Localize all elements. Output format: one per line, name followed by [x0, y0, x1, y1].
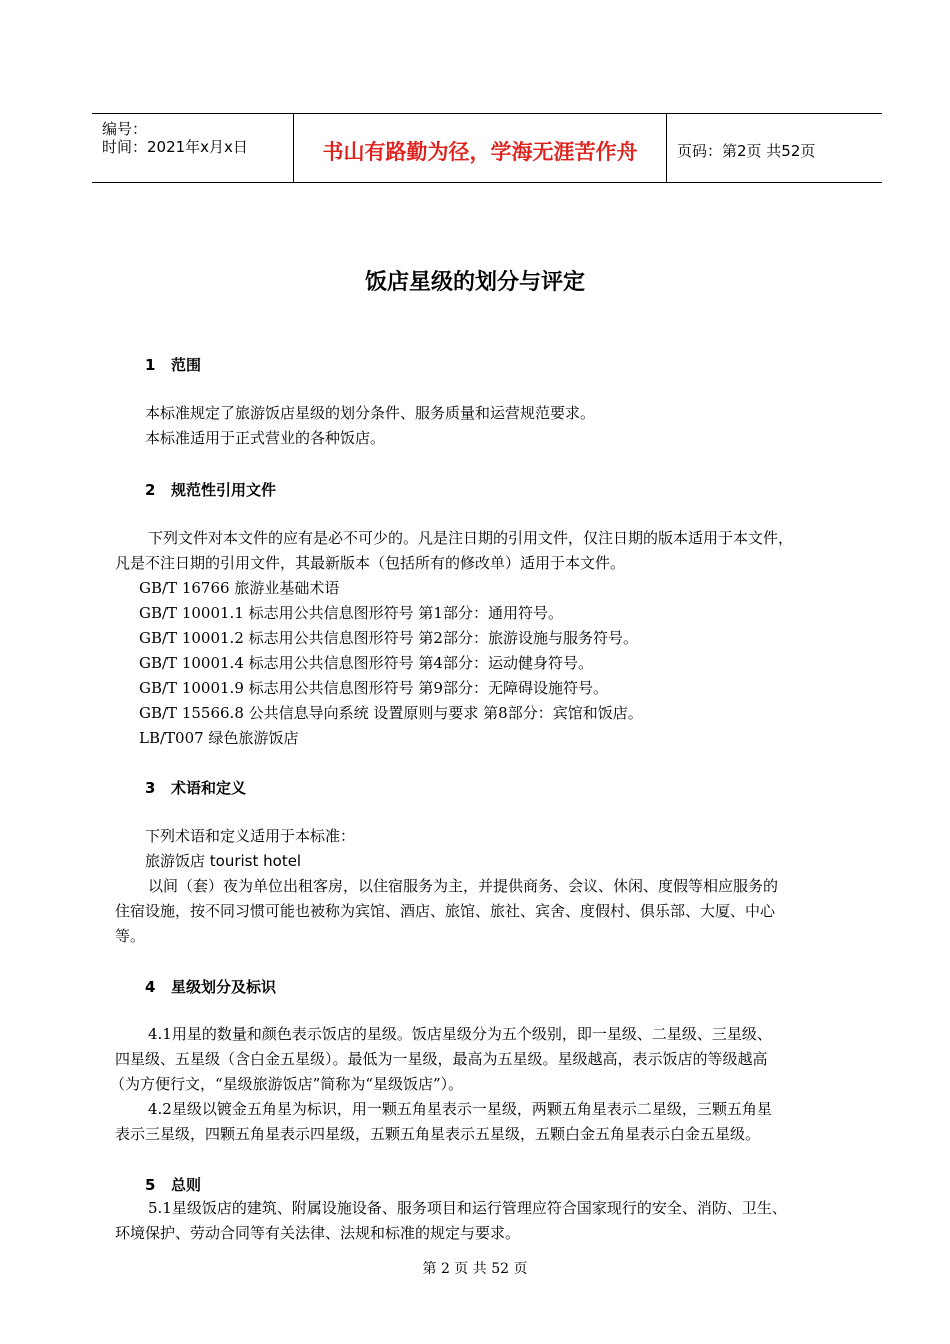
header-table — [92, 113, 882, 183]
paragraph-line: 等。 — [115, 927, 146, 945]
section-number: 3 — [145, 779, 156, 797]
paragraph-line: 下列术语和定义适用于本标准： — [145, 827, 356, 845]
paragraph-line: 住宿设施，按不同习惯可能也被称为宾馆、酒店、旅馆、旅社、宾舍、度假村、俱乐部、大厦、中心 — [115, 902, 776, 920]
term-line: 旅游饭店 tourist hotel — [145, 852, 302, 870]
header-page-cell — [667, 114, 882, 182]
section-heading-3 — [145, 777, 246, 798]
section-title: 规范性引用文件 — [171, 481, 277, 499]
section-number: 4 — [145, 978, 156, 996]
page-footer: 第 2 页 共 52 页 — [422, 1261, 528, 1277]
reference-item: GB/T 15566.8 公共信息导向系统 设置原则与要求 第8部分：宾馆和饭店。 — [139, 704, 643, 722]
section-title: 总则 — [171, 1176, 202, 1194]
section-heading-5 — [145, 1174, 201, 1195]
paragraph-line: 表示三星级，四颗五角星表示四星级，五颗五角星表示五星级，五颗白金五角星表示白金五星级。 — [115, 1125, 761, 1143]
reference-item: GB/T 10001.1 标志用公共信息图形符号 第1部分：通用符号。 — [139, 604, 563, 622]
paragraph-line: 下列文件对本文件的应有是必不可少的。凡是注日期的引用文件，仅注日期的版本适用于本文件， — [148, 529, 794, 547]
document-title: 饭店星级的划分与评定 — [364, 270, 585, 295]
section-heading-4 — [145, 976, 276, 997]
paragraph-line: 凡是不注日期的引用文件，其最新版本（包括所有的修改单）适用于本文件。 — [115, 554, 626, 572]
section-title: 术语和定义 — [171, 779, 247, 797]
reference-item: LB/T007 绿色旅游饭店 — [139, 729, 299, 747]
paragraph-line: 环境保护、劳动合同等有关法律、法规和标准的规定与要求。 — [115, 1224, 521, 1242]
paragraph-line: 5.1星级饭店的建筑、附属设施设备、服务项目和运行管理应符合国家现行的安全、消防、卫生、 — [148, 1199, 787, 1217]
reference-item: GB/T 10001.9 标志用公共信息图形符号 第9部分：无障碍设施符号。 — [139, 679, 608, 697]
paragraph-line: 四星级、五星级（含白金五星级）。最低为一星级，最高为五星级。星级越高，表示饭店的等级越高 — [115, 1050, 768, 1068]
section-heading-2 — [145, 479, 276, 500]
section-title: 星级划分及标识 — [171, 978, 277, 996]
paragraph-line: 4.1用星的数量和颜色表示饭店的星级。饭店星级分为五个级别，即一星级、二星级、三星级、 — [148, 1025, 772, 1043]
header-info-cell — [92, 114, 294, 182]
paragraph-line: 4.2星级以镀金五角星为标识，用一颗五角星表示一星级，两颗五角星表示二星级，三颗五角星 — [148, 1100, 772, 1118]
paragraph-line: 本标准规定了旅游饭店星级的划分条件、服务质量和运营规范要求。 — [145, 404, 596, 422]
section-number: 2 — [145, 481, 156, 499]
header-motto-cell — [294, 114, 667, 182]
motto-text: 书山有路勤为径，学海无涯苦作舟 — [322, 140, 638, 164]
paragraph-line: 本标准适用于正式营业的各种饭店。 — [145, 429, 386, 447]
reference-item: GB/T 16766 旅游业基础术语 — [139, 579, 340, 597]
serial-label: 编号： — [102, 120, 148, 138]
paragraph-line: 以间（套）夜为单位出租客房，以住宿服务为主，并提供商务、会议、休闲、度假等相应服务的 — [148, 877, 779, 895]
reference-item: GB/T 10001.4 标志用公共信息图形符号 第4部分：运动健身符号。 — [139, 654, 593, 672]
section-title: 范围 — [171, 356, 202, 374]
paragraph-line: （为方便行文，“星级旅游饭店”简称为“星级饭店”）。 — [110, 1075, 464, 1093]
reference-item: GB/T 10001.2 标志用公共信息图形符号 第2部分：旅游设施与服务符号。 — [139, 629, 638, 647]
section-number: 1 — [145, 356, 156, 374]
section-heading-1 — [145, 354, 201, 375]
time-label: 时间：2021年x月x日 — [102, 138, 248, 156]
section-number: 5 — [145, 1176, 156, 1194]
page-number-label: 页码：第2页 共52页 — [677, 142, 816, 160]
